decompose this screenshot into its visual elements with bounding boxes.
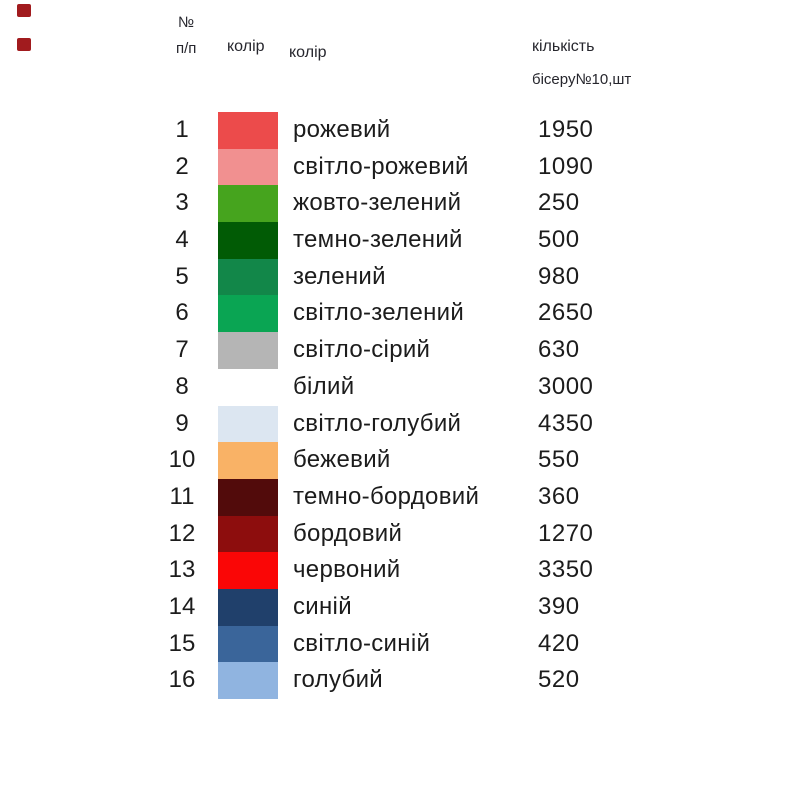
color-name: світло-голубий	[293, 409, 462, 437]
quantity-value: 520	[538, 666, 580, 694]
table-row	[0, 626, 800, 663]
color-name: темно-бордовий	[293, 482, 480, 510]
quantity-value: 980	[538, 262, 580, 290]
quantity-value: 1950	[538, 116, 594, 143]
color-name: синій	[293, 592, 352, 620]
row-number: 11	[169, 482, 195, 510]
table-row	[0, 552, 800, 589]
table-row	[0, 516, 800, 553]
quantity-value: 500	[538, 226, 580, 254]
color-name: голубий	[293, 666, 383, 694]
row-number: 9	[175, 409, 189, 437]
color-swatch	[218, 149, 278, 186]
table-row	[0, 479, 800, 516]
header-number-line2: п/п	[176, 40, 197, 57]
color-swatch	[218, 626, 278, 663]
row-number: 14	[168, 592, 196, 620]
color-swatch	[218, 442, 278, 479]
row-number: 15	[168, 629, 196, 657]
color-name: бежевий	[293, 446, 391, 474]
color-name: світло-сірий	[293, 336, 431, 364]
row-number: 13	[168, 556, 196, 584]
quantity-value: 550	[538, 446, 580, 474]
color-swatch	[218, 589, 278, 626]
table-row	[0, 442, 800, 479]
bead-color-table	[0, 112, 800, 699]
header-color-name: колір	[289, 44, 327, 61]
color-swatch	[218, 112, 278, 149]
row-number: 3	[175, 189, 189, 217]
row-number: 4	[175, 226, 189, 254]
color-name: зелений	[293, 262, 386, 290]
color-name: бордовий	[293, 519, 403, 547]
table-row	[0, 149, 800, 186]
red-square-marker-bottom	[17, 38, 31, 51]
quantity-value: 630	[538, 336, 580, 364]
table-row	[0, 259, 800, 296]
table-row	[0, 589, 800, 626]
row-number: 6	[175, 299, 189, 327]
color-name: темно-зелений	[293, 226, 463, 254]
color-name: жовто-зелений	[293, 189, 462, 217]
color-swatch	[218, 332, 278, 369]
table-row	[0, 112, 800, 149]
color-swatch	[218, 185, 278, 222]
color-swatch	[218, 406, 278, 443]
quantity-value: 3000	[538, 372, 594, 400]
color-name: світло-синій	[293, 629, 431, 657]
table-row	[0, 406, 800, 443]
color-swatch	[218, 479, 278, 516]
row-number: 8	[175, 372, 189, 400]
color-swatch	[218, 259, 278, 296]
row-number: 5	[175, 262, 189, 290]
color-swatch	[218, 662, 278, 699]
quantity-value: 2650	[538, 299, 594, 327]
row-number: 12	[168, 519, 196, 547]
quantity-value: 1270	[538, 519, 594, 547]
color-name: світло-рожевий	[293, 152, 469, 180]
table-row	[0, 222, 800, 259]
header-number-line1: №	[178, 14, 195, 31]
row-number: 2	[175, 152, 189, 180]
table-row	[0, 332, 800, 369]
quantity-value: 4350	[538, 409, 594, 437]
quantity-value: 360	[538, 482, 580, 510]
row-number: 1	[175, 116, 189, 143]
table-row	[0, 369, 800, 406]
header-quantity-line2: бісеру№10,шт	[532, 71, 632, 88]
color-swatch	[218, 295, 278, 332]
color-name: білий	[293, 372, 355, 400]
color-swatch	[218, 516, 278, 553]
quantity-value: 250	[538, 189, 580, 217]
quantity-value: 1090	[538, 152, 594, 180]
row-number: 10	[168, 446, 196, 474]
color-swatch	[218, 369, 278, 406]
color-swatch	[218, 222, 278, 259]
row-number: 16	[168, 666, 196, 694]
table-row	[0, 185, 800, 222]
color-name: рожевий	[293, 116, 391, 143]
table-row	[0, 662, 800, 699]
color-swatch	[218, 552, 278, 589]
row-number: 7	[175, 336, 189, 364]
table-row	[0, 295, 800, 332]
red-square-marker-top	[17, 4, 31, 17]
quantity-value: 390	[538, 592, 580, 620]
color-name: червоний	[293, 556, 401, 584]
quantity-value: 3350	[538, 556, 594, 584]
header-quantity-line1: кількість	[532, 38, 595, 55]
color-name: світло-зелений	[293, 299, 465, 327]
header-color-swatch: колір	[227, 38, 265, 55]
quantity-value: 420	[538, 629, 580, 657]
